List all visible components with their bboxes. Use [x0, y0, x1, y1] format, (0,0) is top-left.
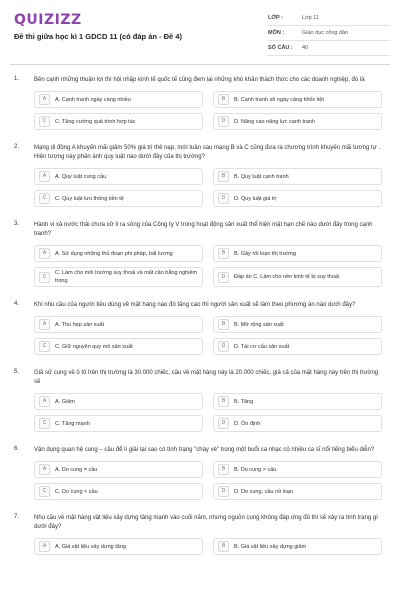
header-divider: [10, 64, 390, 65]
question-number: 7.: [14, 514, 20, 520]
option-d[interactable]: [213, 113, 382, 130]
option-c[interactable]: [34, 113, 203, 130]
option-text: A. Quy luật cung cầu: [55, 173, 107, 180]
question-5: [0, 365, 400, 432]
question-4: [0, 297, 400, 355]
option-text: B. Giá vật liệu xây dựng giảm: [234, 543, 307, 550]
option-letter: A: [39, 464, 50, 475]
option-d[interactable]: [213, 190, 382, 207]
option-b[interactable]: [213, 168, 382, 185]
option-c[interactable]: [34, 338, 203, 355]
answer-options: [34, 393, 382, 432]
worksheet-title: Đề thi giữa học kì 1 GDCD 11 (có đáp án - Đề 4): [14, 32, 182, 41]
option-text: C. Quy luật lưu thông tiền tệ: [55, 195, 124, 202]
question-text: Vận dụng quan hệ cung – cầu để lí giải tại sao có tình trạng "cháy vé" trong một buổi ca nhạc có nhiều ca sĩ nổi tiếng biểu diễn?: [34, 447, 375, 453]
option-b[interactable]: [213, 91, 382, 108]
option-text: C. Tăng mạnh: [55, 420, 90, 427]
option-letter: C: [39, 418, 50, 429]
option-c[interactable]: [34, 267, 203, 287]
option-a[interactable]: [34, 91, 203, 108]
question-text: Khi nhu cầu của người tiêu dùng về mặt hàng nào đó tăng cao thì người sản xuất sẽ làm theo phương án nào dưới đây?: [34, 302, 356, 308]
option-letter: D: [218, 341, 229, 352]
option-text: A. Giảm: [55, 398, 75, 405]
answer-options: [34, 168, 382, 207]
option-letter: B: [218, 541, 229, 552]
question-text: Mạng di động A khuyến mãi giảm 50% giá trị thẻ nạp, mới tuần sau mạng B và C cũng đưa ra chương trình khuyến mãi tương tự . Hiện tượng này phản ánh quy luật nào dưới đây của thị trường?: [34, 145, 381, 160]
question-number: 5.: [14, 369, 20, 375]
option-text: A. Do cung = cầu: [55, 466, 98, 473]
question-text: Bên cạnh những thuận lợi thì hội nhập kinh tế quốc tế cũng đem lại những khó khăn thách thức cho các doanh nghiệp, đó là: [34, 77, 365, 83]
option-text: A. Cạnh tranh ngày càng nhiều: [55, 96, 131, 103]
option-text: C. Giữ nguyên quy mô sản xuất: [55, 343, 133, 350]
option-b[interactable]: [213, 245, 382, 262]
option-text: D. Quy luật giá trị: [234, 195, 277, 202]
question-6: [0, 442, 400, 500]
answer-options: [34, 461, 382, 500]
option-letter: A: [39, 396, 50, 407]
question-number: 6.: [14, 446, 20, 452]
info-label: MÔN :: [268, 30, 285, 36]
option-text: D. Tái cơ cấu sản xuất: [234, 343, 290, 350]
option-letter: D: [218, 193, 229, 204]
question-3: [0, 217, 400, 287]
question-number: 2.: [14, 144, 20, 150]
option-text: Đáp án C. Làm cho nền kinh tế bị suy thoái: [234, 274, 340, 280]
option-a[interactable]: [34, 245, 203, 262]
option-letter: A: [39, 248, 50, 259]
option-b[interactable]: [213, 316, 382, 333]
option-a[interactable]: [34, 168, 203, 185]
option-a[interactable]: [34, 538, 203, 555]
option-d[interactable]: [213, 483, 382, 500]
option-text: C. Do cung < cầu: [55, 488, 98, 495]
option-a[interactable]: [34, 461, 203, 478]
question-1: [0, 72, 400, 130]
question-number: 1.: [14, 76, 20, 82]
option-text: B. Cạnh tranh sẽ ngày càng khốc liệt: [234, 96, 324, 103]
option-text: C. Làm cho môi trường suy thoái và mất cân bằng nghiêm trọng: [55, 270, 198, 284]
answer-options: [34, 538, 382, 555]
option-text: B. Gây rối loạn thị trường: [234, 250, 297, 257]
question-text: Nhu cầu về mặt hàng vật liệu xây dựng tăng mạnh vào cuối năm, nhưng nguồn cung không đáp ứng đủ thì sẽ xảy ra tình trạng gì dưới đây?: [34, 515, 378, 530]
option-letter: A: [39, 94, 50, 105]
quizizz-logo: QUIZIZZ: [14, 12, 82, 28]
info-label: LỚP :: [268, 15, 283, 21]
option-c[interactable]: [34, 415, 203, 432]
option-letter: B: [218, 171, 229, 182]
option-letter: B: [218, 319, 229, 330]
option-letter: B: [218, 94, 229, 105]
option-b[interactable]: [213, 538, 382, 555]
question-7: [0, 510, 400, 555]
option-letter: C: [39, 341, 50, 352]
question-number: 3.: [14, 221, 20, 227]
answer-options: [34, 245, 382, 287]
question-2: [0, 140, 400, 207]
option-d[interactable]: [213, 415, 382, 432]
option-letter: D: [218, 116, 229, 127]
option-c[interactable]: [34, 483, 203, 500]
info-label: SỐ CÂU :: [268, 45, 293, 51]
info-row-subject: [268, 26, 390, 41]
option-text: C. Tăng cường quá trình hợp tác: [55, 118, 136, 125]
option-text: B. Quy luật cạnh tranh: [234, 173, 289, 180]
option-d[interactable]: [213, 338, 382, 355]
info-row-class: [268, 11, 390, 26]
option-text: A. Sử dụng những thủ đoạn phi pháp, bất lương: [55, 250, 173, 257]
option-letter: B: [218, 464, 229, 475]
option-b[interactable]: [213, 393, 382, 410]
option-letter: C: [39, 193, 50, 204]
answer-options: [34, 91, 382, 130]
question-list: [0, 72, 400, 565]
option-text: B. Mở rộng sản xuất: [234, 321, 284, 328]
option-letter: D: [218, 418, 229, 429]
question-text: Hành vi xả nước thải chưa xử lí ra sông của Công ty V trong hoạt động sản xuất thể hiện mặt hạn chế nào dưới đây trong cạnh tranh?: [34, 222, 373, 237]
question-number: 4.: [14, 301, 20, 307]
info-value: 40: [302, 45, 309, 51]
option-letter: C: [39, 116, 50, 127]
option-d[interactable]: [213, 267, 382, 287]
option-letter: B: [218, 396, 229, 407]
info-panel: [268, 11, 390, 56]
option-text: D. Nâng cao năng lực cạnh tranh: [234, 118, 316, 125]
option-letter: C: [39, 486, 50, 497]
option-text: A. Giá vật liệu xây dựng tăng: [55, 543, 126, 550]
option-letter: B: [218, 248, 229, 259]
info-value: Lớp 11: [302, 15, 319, 21]
info-value: Giáo dục công dân: [302, 30, 349, 36]
option-b[interactable]: [213, 461, 382, 478]
option-text: A. Thu hẹp sản xuất: [55, 321, 105, 328]
option-a[interactable]: [34, 393, 203, 410]
option-letter: A: [39, 319, 50, 330]
option-letter: D: [218, 486, 229, 497]
info-row-question-count: [268, 41, 390, 56]
option-letter: C: [39, 272, 50, 283]
option-a[interactable]: [34, 316, 203, 333]
option-text: B. Do cung > cầu: [234, 466, 277, 473]
option-text: D. Do cung, cầu rối loạn: [234, 488, 294, 495]
option-text: D. Ổn định: [234, 420, 261, 427]
option-text: B. Tăng: [234, 398, 254, 405]
answer-options: [34, 316, 382, 355]
option-letter: D: [218, 272, 229, 283]
option-letter: A: [39, 541, 50, 552]
option-letter: A: [39, 171, 50, 182]
question-text: Giả sử cung về ô tô trên thị trường là 30.000 chiếc, cầu về mặt hàng này là 20.000 chiếc, giá cả của mặt hàng này trên thị trường sẽ: [34, 370, 379, 385]
option-c[interactable]: [34, 190, 203, 207]
